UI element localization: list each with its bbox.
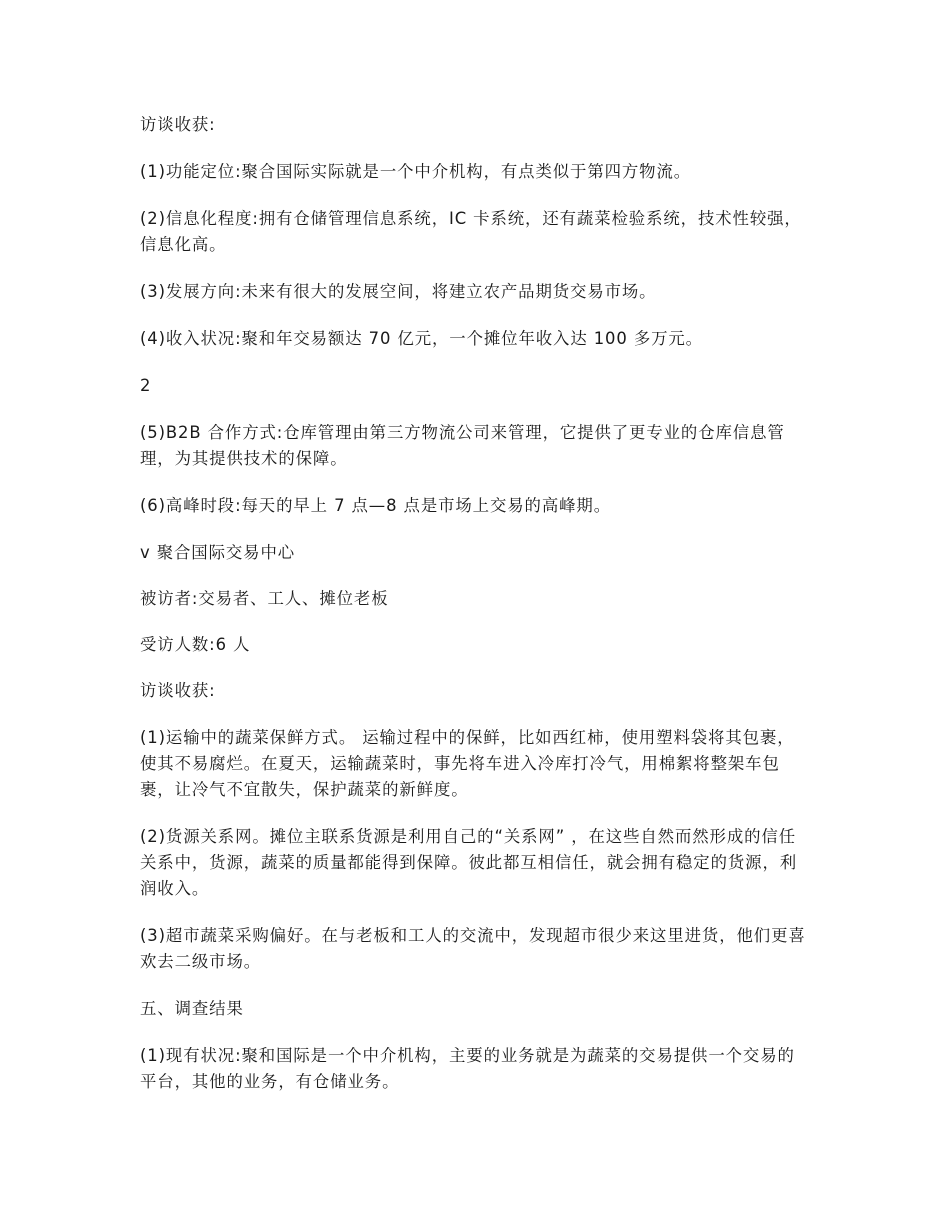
paragraph-current-status: (1)现有状况:聚和国际是一个中介机构，主要的业务就是为蔬菜的交易提供一个交易的平台，其他的业务，有仓储业务。 [140, 1046, 795, 1091]
paragraph-vegetable-preservation: (1)运输中的蔬菜保鲜方式。 运输过程中的保鲜，比如西红柿，使用塑料袋将其包裹，使其不易腐烂。在夏天，运输蔬菜时，事先将车进入冷库打冷气，用棉絮将整架车包裹，让冷气不宜散失，保护蔬菜的新鲜度。 [140, 728, 795, 799]
paragraph-interview-gains-1: 访谈收获: [140, 115, 216, 134]
paragraph-supermarket-preference: (3)超市蔬菜采购偏好。在与老板和工人的交流中，发现超市很少来这里进货，他们更喜欢去二级市场。 [140, 926, 806, 971]
page-number: 2 [140, 376, 152, 395]
paragraph-development-direction: (3)发展方向:未来有很大的发展空间，将建立农产品期货交易市场。 [140, 282, 657, 301]
paragraph-b2b-cooperation: (5)B2B 合作方式:仓库管理由第三方物流公司来管理，它提供了更专业的仓库信息管理，为其提供技术的保障。 [140, 423, 785, 468]
paragraph-interviewee-count: 受访人数:6 人 [140, 635, 251, 654]
paragraph-income-status: (4)收入状况:聚和年交易额达 70 亿元，一个摊位年收入达 100 多万元。 [140, 329, 703, 348]
section-heading-survey-results: 五、调查结果 [140, 999, 244, 1018]
section-heading-trading-center: v 聚合国际交易中心 [140, 543, 296, 562]
paragraph-interviewees: 被访者:交易者、工人、摊位老板 [140, 589, 389, 608]
paragraph-informatization: (2)信息化程度:拥有仓储管理信息系统，IC 卡系统，还有蔬菜检验系统，技术性较强，信息化高。 [140, 209, 802, 254]
paragraph-supply-network: (2)货源关系网。摊位主联系货源是利用自己的“关系网” ，在这些自然而然形成的信任关系中，货源，蔬菜的质量都能得到保障。彼此都互相信任，就会拥有稳定的货源，利润收入。 [140, 827, 798, 898]
paragraph-peak-hours: (6)高峰时段:每天的早上 7 点—8 点是市场上交易的高峰期。 [140, 496, 612, 515]
document-body [140, 112, 810, 1116]
paragraph-interview-gains-2: 访谈收获: [140, 681, 216, 700]
paragraph-function-positioning: (1)功能定位:聚合国际实际就是一个中介机构，有点类似于第四方物流。 [140, 162, 692, 181]
